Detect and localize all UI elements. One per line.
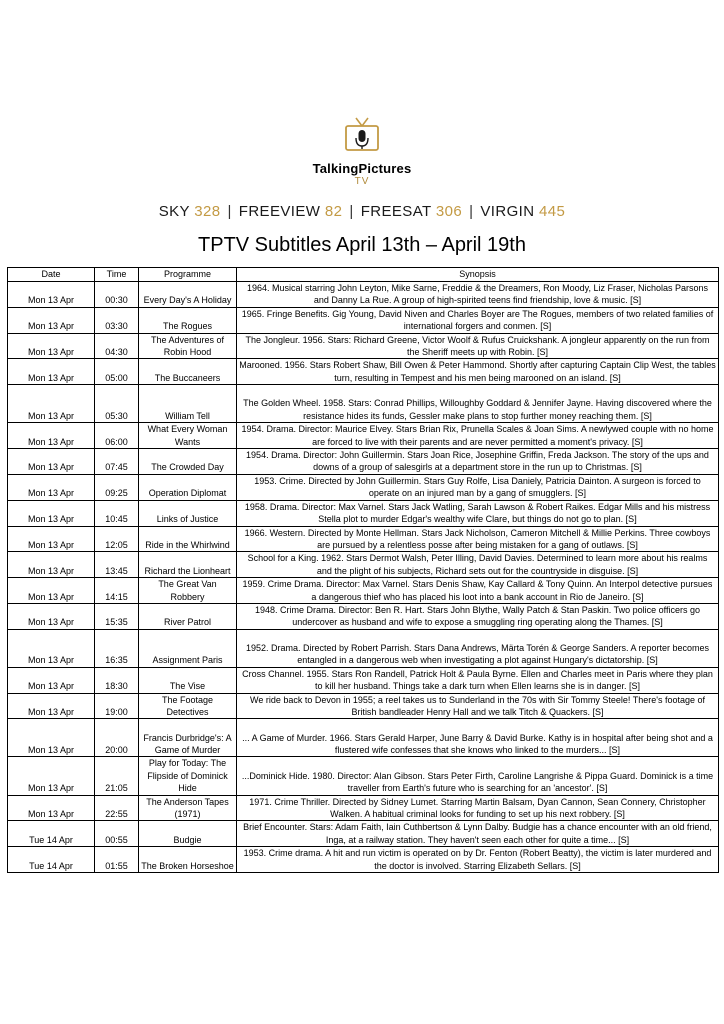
header-synopsis: Synopsis (237, 268, 719, 282)
row-time: 15:35 (95, 603, 139, 629)
row-time: 09:25 (95, 474, 139, 500)
row-date: Mon 13 Apr (8, 282, 95, 308)
row-programme: The Rogues (139, 307, 237, 333)
row-synopsis: 1953. Crime drama. A hit and run victim is operated on by Dr. Fenton (Robert Beatty), the victim is later murdered and the doctor is involved. Starring Elizabeth Sellars. [S] (237, 847, 719, 873)
channel-sky: SKY 328 (158, 203, 221, 220)
row-programme: The Great Van Robbery (139, 578, 237, 604)
row-programme: Links of Justice (139, 500, 237, 526)
row-synopsis: ... A Game of Murder. 1966. Stars Gerald Harper, June Barry & David Burke. Kathy is in hospital after being shot and a flustered wife confesses that she knows who linked to the murders... [S] (237, 719, 719, 757)
row-date: Mon 13 Apr (8, 526, 95, 552)
row-date: Mon 13 Apr (8, 795, 95, 821)
channel-separator: | (349, 203, 354, 220)
row-programme: The Crowded Day (139, 449, 237, 475)
row-date: Mon 13 Apr (8, 693, 95, 719)
row-programme: Francis Durbridge's: A Game of Murder (139, 719, 237, 757)
page-title: TPTV Subtitles April 13th – April 19th (198, 234, 526, 256)
row-synopsis: Cross Channel. 1955. Stars Ron Randell, Patrick Holt & Paula Byrne. Ellen and Charles meet in Paris where they plan to kill her husband. Things take a dark turn when Ellen learns she is in danger. [S] (237, 667, 719, 693)
row-date: Mon 13 Apr (8, 757, 95, 795)
row-synopsis: 1959. Crime Drama. Director: Max Varnel. Stars Denis Shaw, Kay Callard & Tony Quinn. An Interpol detective pursues a dangerous thief who has placed his loot into a bank account in Rio de Janeiro. [S] (237, 578, 719, 604)
row-time: 07:45 (95, 449, 139, 475)
row-programme: The Anderson Tapes (1971) (139, 795, 237, 821)
schedule-table (7, 267, 719, 873)
row-programme: Operation Diplomat (139, 474, 237, 500)
row-programme: What Every Woman Wants (139, 423, 237, 449)
row-synopsis: ...Dominick Hide. 1980. Director: Alan Gibson. Stars Peter Firth, Caroline Langrishe & Pippa Guard. Dominick is a time traveller from Earth's future who is searching for an 'ancestor'. [S] (237, 757, 719, 795)
channel-list (0, 203, 724, 220)
row-programme: The Adventures of Robin Hood (139, 333, 237, 359)
row-synopsis: The Golden Wheel. 1958. Stars: Conrad Phillips, Willoughby Goddard & Jennifer Jayne. Having discovered where the resistance hides its funds, Gessler make plans to stop further money reaching them. [S] (237, 385, 719, 423)
row-programme: Play for Today: The Flipside of Dominick Hide (139, 757, 237, 795)
row-date: Mon 13 Apr (8, 449, 95, 475)
row-date: Mon 13 Apr (8, 719, 95, 757)
row-programme: William Tell (139, 385, 237, 423)
table-row (8, 552, 719, 578)
row-programme: Budgie (139, 821, 237, 847)
row-synopsis: Brief Encounter. Stars: Adam Faith, Iain Cuthbertson & Lynn Dalby. Budgie has a chance encounter with an old friend, Inga, at a railway station. They haven't seen each other for quite a time... [S] (237, 821, 719, 847)
row-programme: Assignment Paris (139, 629, 237, 667)
row-time: 05:00 (95, 359, 139, 385)
table-row (8, 282, 719, 308)
header-date: Date (8, 268, 95, 282)
row-programme: Every Day's A Holiday (139, 282, 237, 308)
row-time: 06:00 (95, 423, 139, 449)
row-time: 13:45 (95, 552, 139, 578)
brand-name: TalkingPictures (312, 161, 412, 176)
table-header-row (8, 268, 719, 282)
row-synopsis: Marooned. 1956. Stars Robert Shaw, Bill Owen & Peter Hammond. Shortly after capturing Captain Clip West, the tables turn, resulting in Tempest and his men being marooned on an island. [S] (237, 359, 719, 385)
table-row (8, 307, 719, 333)
row-time: 19:00 (95, 693, 139, 719)
table-row (8, 449, 719, 475)
table-row (8, 603, 719, 629)
table-row (8, 693, 719, 719)
row-date: Mon 13 Apr (8, 603, 95, 629)
table-row (8, 629, 719, 667)
table-row (8, 359, 719, 385)
row-date: Mon 13 Apr (8, 307, 95, 333)
row-date: Mon 13 Apr (8, 500, 95, 526)
header-programme: Programme (139, 268, 237, 282)
row-time: 05:30 (95, 385, 139, 423)
row-programme: The Footage Detectives (139, 693, 237, 719)
table-row (8, 474, 719, 500)
table-row (8, 423, 719, 449)
row-programme: Ride in the Whirlwind (139, 526, 237, 552)
row-synopsis: The Jongleur. 1956. Stars: Richard Greene, Victor Woolf & Rufus Cruickshank. A jongleur apparently on the run from the Sheriff meets up with Robin. [S] (237, 333, 719, 359)
row-synopsis: School for a King. 1962. Stars Dermot Walsh, Peter Illing, David Davies. Determined to learn more about his realms and the plight of his subjects, Richard sets out for the countryside in disguise. [S] (237, 552, 719, 578)
brand-sub: TV (354, 176, 370, 187)
channel-separator: | (469, 203, 474, 220)
row-date: Mon 13 Apr (8, 474, 95, 500)
row-time: 18:30 (95, 667, 139, 693)
row-time: 14:15 (95, 578, 139, 604)
row-synopsis: 1964. Musical starring John Leyton, Mike Sarne, Freddie & the Dreamers, Ron Moody, Liz Fraser, Nicholas Parsons and Danny La Rue. A group of high-spirited teens find friendship, love & music. [S] (237, 282, 719, 308)
row-synopsis: 1965. Fringe Benefits. Gig Young, David Niven and Charles Boyer are The Rogues, members of two related families of international forgers and conmen. [S] (237, 307, 719, 333)
row-date: Mon 13 Apr (8, 423, 95, 449)
table-row (8, 578, 719, 604)
table-row (8, 667, 719, 693)
row-programme: The Vise (139, 667, 237, 693)
row-time: 04:30 (95, 333, 139, 359)
row-date: Tue 14 Apr (8, 821, 95, 847)
row-date: Mon 13 Apr (8, 385, 95, 423)
row-time: 00:30 (95, 282, 139, 308)
row-time: 20:00 (95, 719, 139, 757)
row-date: Mon 13 Apr (8, 629, 95, 667)
channel-freeview: FREEVIEW 82 (238, 203, 343, 220)
row-date: Mon 13 Apr (8, 359, 95, 385)
row-date: Mon 13 Apr (8, 552, 95, 578)
table-row (8, 821, 719, 847)
row-programme: The Buccaneers (139, 359, 237, 385)
table-row (8, 385, 719, 423)
row-date: Mon 13 Apr (8, 667, 95, 693)
row-synopsis: 1952. Drama. Directed by Robert Parrish. Stars Dana Andrews, Märta Torén & George Sanders. A reporter becomes entangled in a dangerous web when investigating a plot against Hungary's dictatorship. [S] (237, 629, 719, 667)
row-time: 12:05 (95, 526, 139, 552)
table-row (8, 500, 719, 526)
row-synopsis: 1948. Crime Drama. Director: Ben R. Hart. Stars John Blythe, Wally Patch & Stan Paskin. Two police officers go undercover as husband and wife to expose a smuggling ring operating along the Thames. [S] (237, 603, 719, 629)
row-time: 10:45 (95, 500, 139, 526)
channel-virgin: VIRGIN 445 (480, 203, 566, 220)
row-time: 21:05 (95, 757, 139, 795)
table-row (8, 847, 719, 873)
table-row (8, 795, 719, 821)
row-time: 22:55 (95, 795, 139, 821)
channel-freesat: FREESAT 306 (360, 203, 463, 220)
table-row (8, 757, 719, 795)
row-programme: River Patrol (139, 603, 237, 629)
row-date: Mon 13 Apr (8, 578, 95, 604)
row-programme: Richard the Lionheart (139, 552, 237, 578)
row-synopsis: 1954. Drama. Director: John Guillermin. Stars Joan Rice, Josephine Griffin, Freda Jackson. The story of the ups and downs of a group of salesgirls at a department store in the run up to Christmas. [S] (237, 449, 719, 475)
channel-separator: | (227, 203, 232, 220)
row-synopsis: We ride back to Devon in 1955; a reel takes us to Sunderland in the 70s with Sir Tommy Steele! There's footage of British bandleader Henry Hall and we talk Titch & Quackers. [S] (237, 693, 719, 719)
row-programme: The Broken Horseshoe (139, 847, 237, 873)
row-time: 03:30 (95, 307, 139, 333)
table-row (8, 333, 719, 359)
row-synopsis: 1954. Drama. Director: Maurice Elvey. Stars Brian Rix, Prunella Scales & Joan Sims. A newlywed couple with no home are forced to live with their parents and are never permitted a moment's privacy. [S] (237, 423, 719, 449)
header-time: Time (95, 268, 139, 282)
row-synopsis: 1953. Crime. Directed by John Guillermin. Stars Guy Rolfe, Lisa Daniely, Patricia Dainton. A surgeon is forced to operate on an injured man by a gang of smugglers. [S] (237, 474, 719, 500)
row-synopsis: 1971. Crime Thriller. Directed by Sidney Lumet. Starring Martin Balsam, Dyan Cannon, Sean Connery, Christopher Walken. A habitual criminal looks for funding to set up his next robbery. [S] (237, 795, 719, 821)
row-time: 16:35 (95, 629, 139, 667)
table-row (8, 526, 719, 552)
row-synopsis: 1966. Western. Directed by Monte Hellman. Stars Jack Nicholson, Cameron Mitchell & Millie Perkins. Three cowboys are pursued by a relentless posse after being mistaken for a gang of outlaws. [S] (237, 526, 719, 552)
row-time: 00:55 (95, 821, 139, 847)
row-synopsis: 1958. Drama. Director: Max Varnel. Stars Jack Watling, Sarah Lawson & Robert Raikes. Edgar Mills and his mistress Stella plot to murder Edgar's wealthy wife Clare, but things do not go to plan. [S] (237, 500, 719, 526)
row-date: Mon 13 Apr (8, 333, 95, 359)
row-time: 01:55 (95, 847, 139, 873)
table-row (8, 719, 719, 757)
row-date: Tue 14 Apr (8, 847, 95, 873)
